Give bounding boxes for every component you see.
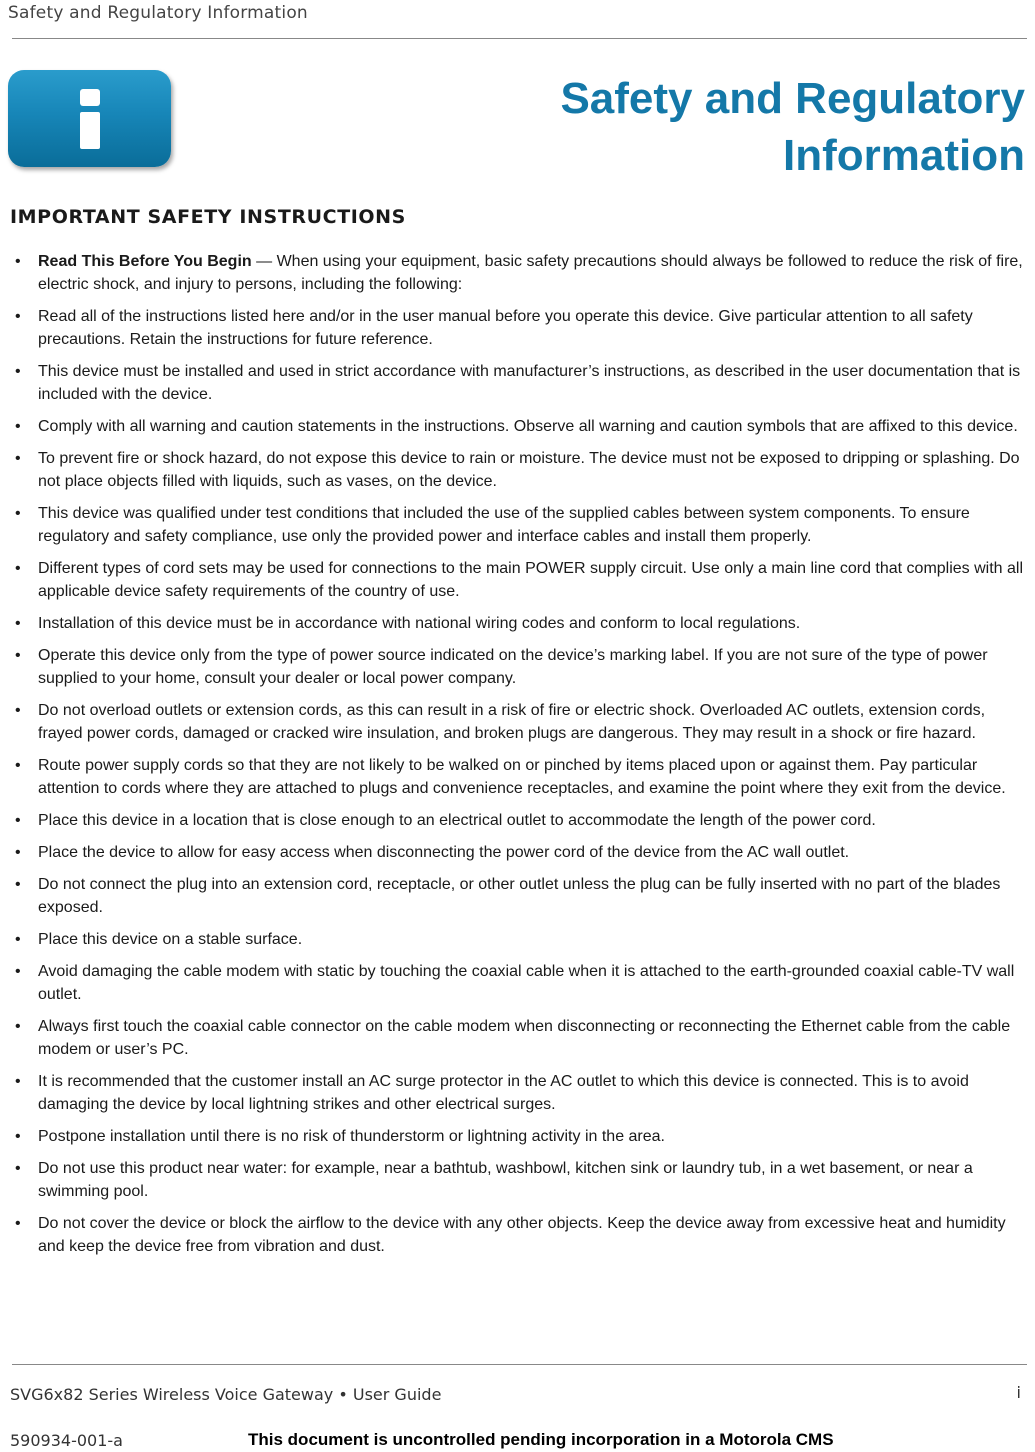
bullet-icon: • xyxy=(15,615,21,632)
item-text: This device was qualified under test conditions that included the use of the supplied cables between system components. To ensure regulatory and safety compliance, use only the provided power and interface cables and install them properly. xyxy=(38,505,970,545)
item-text: Do not overload outlets or extension cords, as this can result in a risk of fire or electric shock. Overloaded AC outlets, extension cords, frayed power cords, damaged or cracked wire insulation, and broken plugs are dangerous. They may result in a shock or fire hazard. xyxy=(38,702,986,742)
info-icon xyxy=(8,70,171,167)
bullet-icon: • xyxy=(15,1073,21,1090)
bullet-icon: • xyxy=(15,363,21,380)
page-number: i xyxy=(1016,1383,1021,1402)
list-item xyxy=(12,809,1024,832)
bullet-icon: • xyxy=(15,1128,21,1145)
item-text: — When using your equipment, basic safety precautions should always be followed to reduce the risk of fire, electric shock, and injury to persons, including the following: xyxy=(38,253,1023,293)
bullet-icon: • xyxy=(15,844,21,861)
running-header: Safety and Regulatory Information xyxy=(8,3,308,23)
item-lead: Read This Before You Begin xyxy=(38,253,252,270)
list-item xyxy=(12,612,1024,635)
list-item xyxy=(12,557,1024,603)
list-item xyxy=(12,415,1024,438)
item-text: Do not connect the plug into an extension cord, receptacle, or other outlet unless the plug can be fully inserted with no part of the blades exposed. xyxy=(38,876,1001,916)
bullet-icon: • xyxy=(15,253,21,270)
item-text: Different types of cord sets may be used for connections to the main POWER supply circuit. Use only a main line cord that complies with all applicable device safety requirements of the country of use. xyxy=(38,560,1024,600)
list-item xyxy=(12,928,1024,951)
item-text: Avoid damaging the cable modem with static by touching the coaxial cable when it is attached to the earth-grounded coaxial cable-TV wall outlet. xyxy=(38,963,1015,1003)
list-item xyxy=(12,1015,1024,1061)
bullet-icon: • xyxy=(15,505,21,522)
footer-guide-title: SVG6x82 Series Wireless Voice Gateway • User Guide xyxy=(10,1385,442,1404)
item-text: Always first touch the coaxial cable connector on the cable modem when disconnecting or reconnecting the Ethernet cable from the cable modem or user’s PC. xyxy=(38,1018,1011,1058)
item-text: Do not use this product near water: for example, near a bathtub, washbowl, kitchen sink or laundry tub, in a wet basement, or near a swimming pool. xyxy=(38,1160,973,1200)
item-text: Read all of the instructions listed here and/or in the user manual before you operate this device. Give particular attention to all safety precautions. Retain the instructions for future reference. xyxy=(38,308,973,348)
bullet-icon: • xyxy=(15,812,21,829)
control-notice: This document is uncontrolled pending incorporation in a Motorola CMS xyxy=(248,1430,834,1449)
bullet-icon: • xyxy=(15,560,21,577)
document-number: 590934-001-a xyxy=(10,1431,123,1450)
list-item xyxy=(12,250,1024,296)
list-item xyxy=(12,873,1024,919)
chapter-title xyxy=(560,70,1025,184)
bullet-icon: • xyxy=(15,1215,21,1232)
bullet-icon: • xyxy=(15,1018,21,1035)
list-item xyxy=(12,1212,1024,1258)
item-text: This device must be installed and used in strict accordance with manufacturer’s instructions, as described in the user documentation that is included with the device. xyxy=(38,363,1021,403)
item-text: Installation of this device must be in accordance with national wiring codes and conform to local regulations. xyxy=(38,615,801,632)
bullet-icon: • xyxy=(15,1160,21,1177)
item-text: Place this device on a stable surface. xyxy=(38,931,303,948)
footer-divider xyxy=(12,1364,1027,1365)
list-item xyxy=(12,360,1024,406)
item-text: It is recommended that the customer install an AC surge protector in the AC outlet to which this device is connected. This is to avoid damaging the device by local lightning strikes and other electrical surges. xyxy=(38,1073,969,1113)
item-text: Comply with all warning and caution statements in the instructions. Observe all warning and caution symbols that are affixed to this device. xyxy=(38,418,1018,435)
bullet-icon: • xyxy=(15,702,21,719)
bullet-icon: • xyxy=(15,876,21,893)
list-item xyxy=(12,1157,1024,1203)
bullet-icon: • xyxy=(15,757,21,774)
list-item xyxy=(12,447,1024,493)
item-text: Place the device to allow for easy access when disconnecting the power cord of the device from the AC wall outlet. xyxy=(38,844,850,861)
bullet-icon: • xyxy=(15,931,21,948)
item-text: Place this device in a location that is close enough to an electrical outlet to accommodate the length of the power cord. xyxy=(38,812,876,829)
list-item xyxy=(12,644,1024,690)
bullet-icon: • xyxy=(15,308,21,325)
bullet-icon: • xyxy=(15,418,21,435)
item-text: Do not cover the device or block the airflow to the device with any other objects. Keep the device away from excessive heat and humidity and keep the device free from vibration and dust. xyxy=(38,1215,1006,1255)
list-item xyxy=(12,1070,1024,1116)
item-text: To prevent fire or shock hazard, do not expose this device to rain or moisture. The device must not be exposed to dripping or splashing. Do not place objects filled with liquids, such as vases, on the device. xyxy=(38,450,1020,490)
info-icon-dot xyxy=(80,89,100,106)
list-item xyxy=(12,699,1024,745)
list-item xyxy=(12,1125,1024,1148)
chapter-title-line2: Information xyxy=(783,131,1025,180)
section-heading: IMPORTANT SAFETY INSTRUCTIONS xyxy=(10,206,406,228)
item-text: Operate this device only from the type of power source indicated on the device’s marking label. If you are not sure of the type of power supplied to your home, consult your dealer or local power company. xyxy=(38,647,988,687)
bullet-icon: • xyxy=(15,963,21,980)
list-item xyxy=(12,754,1024,800)
safety-instructions-list xyxy=(12,250,1024,1267)
list-item xyxy=(12,502,1024,548)
bullet-icon: • xyxy=(15,647,21,664)
header-divider xyxy=(12,38,1027,39)
chapter-title-line1: Safety and Regulatory xyxy=(560,74,1025,123)
list-item xyxy=(12,305,1024,351)
bullet-icon: • xyxy=(15,450,21,467)
item-text: Postpone installation until there is no risk of thunderstorm or lightning activity in the area. xyxy=(38,1128,665,1145)
list-item xyxy=(12,960,1024,1006)
info-icon-stem xyxy=(80,112,100,149)
list-item xyxy=(12,841,1024,864)
item-text: Route power supply cords so that they are not likely to be walked on or pinched by items placed upon or against them. Pay particular attention to cords where they are attached to plugs and convenience receptacles, and examine the point where they exit from the device. xyxy=(38,757,1006,797)
